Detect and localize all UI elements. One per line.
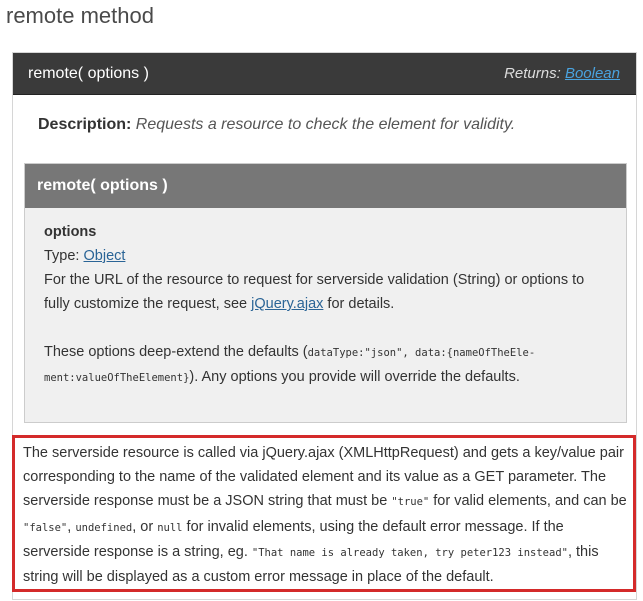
code-false: "false" [23,521,68,534]
defaults-code: dataType:"json", data:{nameOfTheEle- ment:valueOfTheElement} [44,347,536,384]
longdesc-text: , or [132,518,158,535]
longdesc-text: The serverside resource is called via jQuery.ajax (XMLHttpRequest) and gets a key/value pair corresponding to the name of the validated element and its value as a GET parameter. The serverside response must be a JSON string that must be [23,445,624,510]
code-undefined: undefined [75,521,133,534]
description-label: Description: [38,116,132,133]
para2-text: These options deep-extend the defaults ( [44,344,308,360]
option-type [44,244,607,268]
entry-header [13,53,636,95]
description [38,116,515,134]
longdesc-text: , [67,518,76,535]
para1-end: for details. [323,296,395,312]
page-title: remote method [6,3,154,28]
longdesc-text: for invalid elements, using the default error message. If the serverside response is a string, eg. [23,518,564,560]
type-label: Type: [44,248,80,264]
signature-box-title: remote( options ) [25,164,626,208]
returns-info [504,65,620,82]
option-name: options [44,224,97,240]
longdesc-text: for valid elements, and can be [429,493,627,510]
long-description-highlighted [12,435,636,592]
code-null: null [157,521,183,534]
para1-text: For the URL of the resource to request for serverside validation (String) or options to fully customize the request, see [44,272,585,312]
longdesc-text: , this string will be displayed as a custom error message in place of the default. [23,543,599,586]
type-object-link[interactable]: Object [83,248,126,264]
description-text: Requests a resource to check the element for validity. [135,116,516,133]
returns-label: Returns: [504,65,561,82]
option-defaults [44,340,607,390]
signature-box-body [25,208,626,390]
jquery-ajax-link[interactable]: jQuery.ajax [251,296,324,312]
method-signature: remote( options ) [28,64,149,82]
code-true: "true" [391,496,430,509]
signature-box [24,163,627,423]
para2-end: ). Any options you provide will override the defaults. [189,369,520,385]
option-description [44,268,607,316]
returns-type-link[interactable]: Boolean [564,65,620,82]
code-example-string: "That name is already taken, try peter123 instead" [251,546,568,559]
